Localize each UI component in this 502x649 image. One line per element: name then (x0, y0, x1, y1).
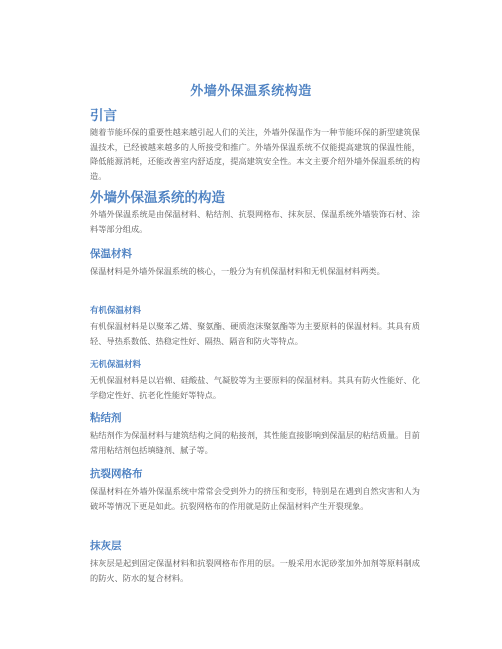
document-title: 外墙外保温系统构造 (190, 84, 312, 99)
inorganic-heading: 无机保温材料 (90, 360, 142, 370)
intro-paragraph: 随着节能环保的重要性越来越引起人们的关注，外墙外保温作为一种节能环保的新型建筑保温技术，已经被越来越多的人所接受和推广。外墙外保温系统不仅能提高建筑的保温性能，降低能源消耗，还能改善室内舒适度，提高建筑安全性。本文主要介绍外墙外保温系统的构造。 (90, 127, 420, 181)
adhesive-heading: 粘结剂 (90, 412, 122, 424)
mesh-paragraph: 保温材料在外墙外保温系统中常常会受到外力的挤压和变形，特别是在遇到自然灾害和人为破坏等情况下更是如此。抗裂网格布的作用就是防止保温材料产生开裂现象。 (90, 486, 420, 511)
organic-paragraph: 有机保温材料是以聚苯乙烯、聚氨酯、硬质泡沫聚氨酯等为主要原料的保温材料。其具有质轻、导热系数低、热稳定性好、隔热、隔音和防火等特点。 (90, 321, 420, 346)
adhesive-paragraph: 粘结剂作为保温材料与建筑结构之间的粘接剂，其性能直接影响到保温层的粘结质量。目前常用粘结剂包括填缝剂、腻子等。 (90, 430, 420, 455)
mesh-heading: 抗裂网格布 (90, 468, 143, 480)
plaster-paragraph: 抹灰层是起到固定保温材料和抗裂网格布作用的层。一般采用水泥砂浆加外加剂等原料制成的防火、防水的复合材料。 (90, 558, 420, 583)
structure-paragraph: 外墙外保温系统是由保温材料、粘结剂、抗裂网格布、抹灰层、保温系统外墙装饰石材、涂料等部分组成。 (90, 209, 420, 234)
insulation-heading: 保温材料 (90, 248, 132, 260)
intro-heading: 引言 (90, 108, 117, 124)
structure-heading: 外墙外保温系统的构造 (90, 190, 225, 206)
insulation-paragraph: 保温材料是外墙外保温系统的核心，一般分为有机保温材料和无机保温材料两类。 (90, 266, 385, 276)
inorganic-paragraph: 无机保温材料是以岩棉、硅酸盐、气凝胶等为主要原料的保温材料。其具有防火性能好、化学稳定性好、抗老化性能好等特点。 (90, 375, 420, 400)
organic-heading: 有机保温材料 (90, 306, 142, 316)
plaster-heading: 抹灰层 (90, 540, 122, 552)
